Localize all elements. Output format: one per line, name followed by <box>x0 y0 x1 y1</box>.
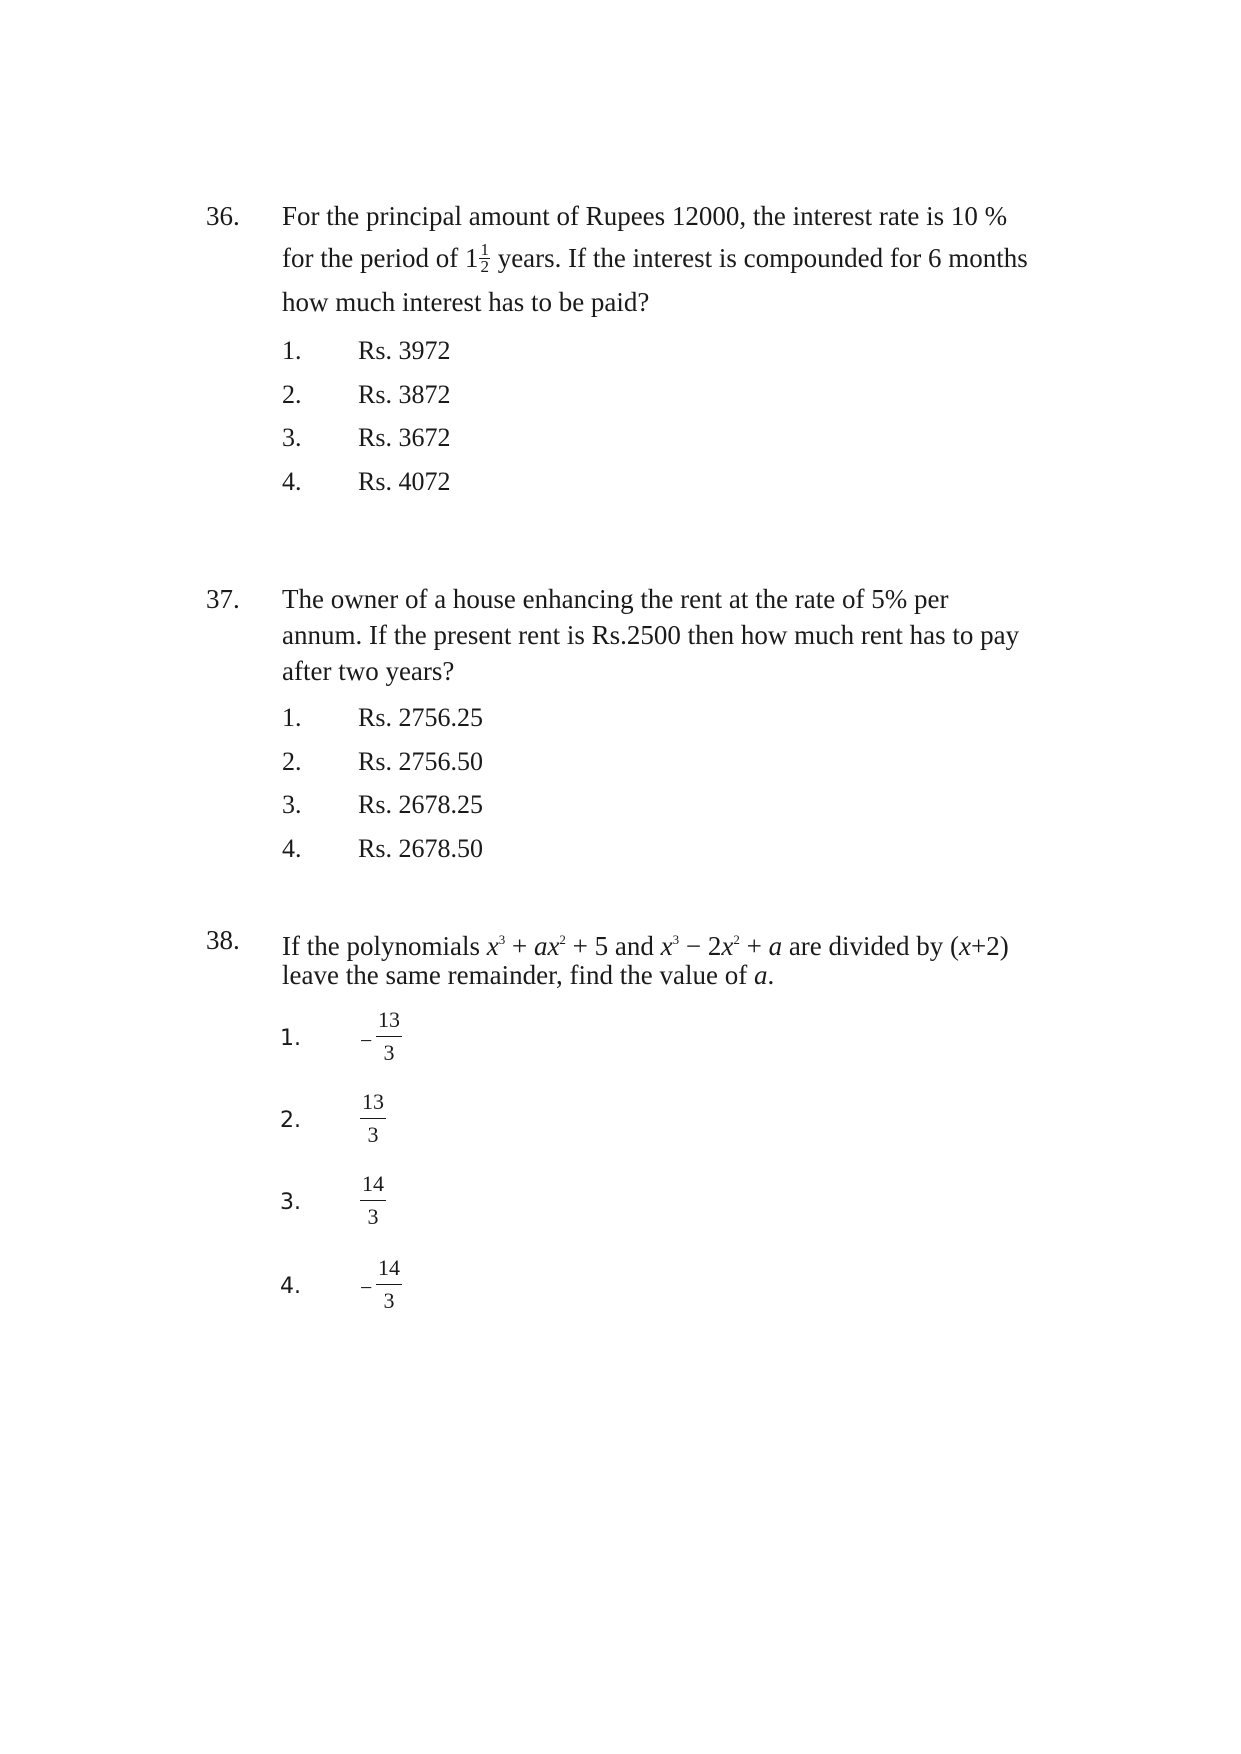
option-number: 1. <box>280 1026 301 1051</box>
fraction-denominator: 3 <box>367 1204 379 1229</box>
option-number: 3. <box>282 790 302 819</box>
math-var: x <box>486 931 499 961</box>
question-text-line <box>282 957 774 993</box>
option-value: Rs. 3872 <box>358 380 451 409</box>
fraction <box>376 1008 402 1065</box>
option-number: 2. <box>282 380 302 409</box>
fraction-denominator: 3 <box>367 1122 379 1147</box>
option-value: Rs. 2678.50 <box>358 834 483 863</box>
math-var: x <box>721 931 734 961</box>
fraction-numerator: 1 <box>480 240 489 260</box>
option-number: 1. <box>282 703 302 732</box>
text-segment: . <box>767 960 775 990</box>
exponent: 3 <box>672 932 680 947</box>
question-number: 37. <box>206 584 240 614</box>
question-text-line: after two years? <box>282 656 455 686</box>
math-op: + <box>505 931 534 961</box>
question-text-line: how much interest has to be paid? <box>282 287 650 317</box>
question-text-line: annum. If the present rent is Rs.2500 then how much rent has to pay <box>282 620 1020 650</box>
option-number: 1. <box>282 336 302 365</box>
text-segment: years. If the interest is compounded for 6 months <box>490 243 1028 273</box>
option-number: 3. <box>282 423 302 452</box>
math-var: a <box>768 931 783 961</box>
fraction-numerator: 14 <box>360 1172 386 1201</box>
question-number: 38. <box>206 925 240 955</box>
option-value: Rs. 3672 <box>358 423 451 452</box>
fraction <box>360 1172 386 1229</box>
fraction-denominator: 3 <box>383 1040 395 1065</box>
question-text-line: For the principal amount of Rupees 12000, the interest rate is 10 % <box>282 201 1008 231</box>
text-segment: and <box>608 931 661 961</box>
option-number: 4. <box>280 1274 301 1299</box>
minus-sign: − <box>360 1028 373 1053</box>
text-segment: for the period of 1 <box>282 243 479 273</box>
fraction <box>479 242 490 275</box>
question-number: 36. <box>206 201 240 231</box>
exponent: 2 <box>559 932 566 947</box>
option-number: 4. <box>282 467 302 496</box>
math-op: − 2 <box>679 931 722 961</box>
exponent: 2 <box>733 932 740 947</box>
fraction <box>376 1256 402 1313</box>
fraction-denominator: 3 <box>383 1288 395 1313</box>
option-value: Rs. 2756.50 <box>358 747 483 776</box>
math-var: a <box>753 960 768 990</box>
option-number: 2. <box>280 1108 301 1133</box>
fraction-denominator: 2 <box>480 257 489 277</box>
math-op: + <box>739 931 769 961</box>
text-segment: leave the same remainder, find the value of <box>282 960 754 990</box>
math-var: x <box>660 931 673 961</box>
math-var: x <box>959 931 971 961</box>
option-number: 2. <box>282 747 302 776</box>
minus-sign: − <box>360 1275 373 1300</box>
math-op: + 5 <box>565 931 609 961</box>
text-segment: If the polynomials <box>282 931 487 961</box>
option-value: Rs. 2756.25 <box>358 703 483 732</box>
text-segment: +2) <box>971 931 1009 961</box>
question-text-line <box>282 240 1028 277</box>
fraction-numerator: 13 <box>360 1090 386 1119</box>
exponent: 3 <box>498 932 506 947</box>
option-value: Rs. 3972 <box>358 336 451 365</box>
question-text-line: The owner of a house enhancing the rent at the rate of 5% per <box>282 584 949 614</box>
text-segment: are divided by ( <box>782 931 960 961</box>
option-value: Rs. 2678.25 <box>358 790 483 819</box>
fraction-numerator: 13 <box>376 1008 402 1037</box>
option-number: 4. <box>282 834 302 863</box>
fraction-numerator: 14 <box>376 1256 402 1285</box>
fraction <box>360 1090 386 1147</box>
option-number: 3. <box>280 1190 301 1215</box>
option-value: Rs. 4072 <box>358 467 451 496</box>
math-var: ax <box>533 931 560 961</box>
